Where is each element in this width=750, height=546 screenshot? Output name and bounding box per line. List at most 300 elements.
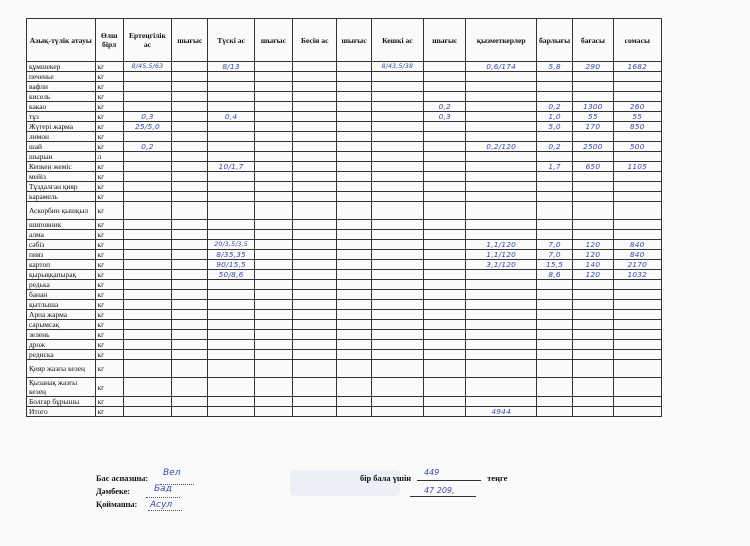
row-dinner-cell (371, 92, 423, 102)
row-dinner-cell (371, 240, 423, 250)
row-unit: кг (95, 112, 123, 122)
row-price-cell (573, 192, 613, 202)
row-sum-cell (613, 92, 661, 102)
row-out3-cell (337, 320, 371, 330)
row-product-name: пияз (27, 250, 96, 260)
row-dinner-cell (371, 112, 423, 122)
row-out1-cell (172, 102, 208, 112)
row-snack-cell (293, 330, 337, 340)
row-price-cell (573, 378, 613, 397)
row-unit: кг (95, 360, 123, 378)
table-row (27, 310, 662, 320)
row-product-name: банан (27, 290, 96, 300)
row-dinner-cell (371, 350, 423, 360)
row-out2-cell (254, 220, 292, 230)
row-out1-cell (172, 182, 208, 192)
row-unit: кг (95, 62, 123, 72)
row-product-name: Қияр жазғы кезең (27, 360, 96, 378)
row-out3-cell (337, 182, 371, 192)
row-total-cell (536, 350, 572, 360)
row-out1-cell (172, 407, 208, 417)
row-breakfast-cell (123, 250, 171, 260)
row-out1-cell (172, 202, 208, 220)
row-snack-cell (293, 152, 337, 162)
row-sum-cell (613, 300, 661, 310)
row-unit: кг (95, 182, 123, 192)
row-staff-cell (466, 112, 537, 122)
row-product-name: тұз (27, 112, 96, 122)
row-unit: кг (95, 407, 123, 417)
row-breakfast-cell (123, 240, 171, 250)
row-price-cell (573, 340, 613, 350)
row-product-name: Итого (27, 407, 96, 417)
row-staff-cell (466, 172, 537, 182)
col-out2: шығыс (254, 19, 292, 62)
row-out4-cell (424, 202, 466, 220)
storekeeper-label: Қоймашы: (96, 500, 138, 509)
row-out3-cell (337, 142, 371, 152)
row-price-cell (573, 290, 613, 300)
row-out2-cell (254, 360, 292, 378)
row-out3-cell (337, 92, 371, 102)
table-row (27, 192, 662, 202)
row-out2-cell (254, 320, 292, 330)
row-price-cell (573, 82, 613, 92)
row-snack-cell (293, 397, 337, 407)
row-out3-cell (337, 280, 371, 290)
row-unit: кг (95, 290, 123, 300)
row-dinner-cell (371, 152, 423, 162)
row-staff-cell (466, 290, 537, 300)
row-breakfast-cell (123, 300, 171, 310)
row-product-name: какао (27, 102, 96, 112)
row-out2-cell (254, 378, 292, 397)
row-lunch-cell (208, 310, 254, 320)
row-product-name: Кепкен жеміс (27, 162, 96, 172)
row-product-name: қырыққапырақ (27, 270, 96, 280)
row-snack-cell (293, 240, 337, 250)
row-breakfast-cell (123, 192, 171, 202)
table-row (27, 340, 662, 350)
row-price-cell (573, 172, 613, 182)
row-product-name: Аскорбин қышқыл (27, 202, 96, 220)
row-price-cell: 55 (573, 112, 613, 122)
row-out4-cell (424, 172, 466, 182)
table-row (27, 350, 662, 360)
row-breakfast-cell (123, 230, 171, 240)
row-breakfast-cell (123, 310, 171, 320)
row-out2-cell (254, 240, 292, 250)
chef-signature-row (96, 474, 148, 483)
row-dinner-cell (371, 220, 423, 230)
row-out2-cell (254, 250, 292, 260)
table-row (27, 330, 662, 340)
row-price-cell (573, 330, 613, 340)
row-sum-cell: 1105 (613, 162, 661, 172)
row-out1-cell (172, 330, 208, 340)
table-row (27, 220, 662, 230)
row-unit: кг (95, 397, 123, 407)
row-dinner-cell (371, 202, 423, 220)
row-out4-cell (424, 182, 466, 192)
row-sum-cell (613, 220, 661, 230)
row-lunch-cell: 90/15,5 (208, 260, 254, 270)
row-out2-cell (254, 397, 292, 407)
row-total-cell: 7,0 (536, 240, 572, 250)
row-out4-cell (424, 340, 466, 350)
row-out4-cell (424, 378, 466, 397)
row-total-cell (536, 360, 572, 378)
row-product-name: вафли (27, 82, 96, 92)
row-out3-cell (337, 192, 371, 202)
row-lunch-cell (208, 220, 254, 230)
col-lunch: Түскі ас (208, 19, 254, 62)
row-out1-cell (172, 230, 208, 240)
row-unit: кг (95, 340, 123, 350)
row-snack-cell (293, 102, 337, 112)
table-row (27, 320, 662, 330)
row-out1-cell (172, 192, 208, 202)
row-unit: кг (95, 280, 123, 290)
row-out1-cell (172, 142, 208, 152)
row-out1-cell (172, 220, 208, 230)
col-out1: шығыс (172, 19, 208, 62)
row-out2-cell (254, 407, 292, 417)
row-out2-cell (254, 62, 292, 72)
row-total-cell: 5,0 (536, 122, 572, 132)
row-out1-cell (172, 92, 208, 102)
row-out2-cell (254, 182, 292, 192)
row-out3-cell (337, 220, 371, 230)
row-dinner-cell (371, 320, 423, 330)
row-product-name: Арпа жарма (27, 310, 96, 320)
row-out2-cell (254, 330, 292, 340)
row-out3-cell (337, 340, 371, 350)
row-staff-cell (466, 300, 537, 310)
table-row (27, 82, 662, 92)
row-staff-cell (466, 102, 537, 112)
row-out4-cell (424, 92, 466, 102)
row-lunch-cell (208, 280, 254, 290)
row-product-name: шиповник (27, 220, 96, 230)
row-snack-cell (293, 92, 337, 102)
row-sum-cell (613, 182, 661, 192)
row-staff-cell (466, 72, 537, 82)
row-out2-cell (254, 122, 292, 132)
row-unit: кг (95, 102, 123, 112)
per-child-label: бір бала үшін (360, 474, 412, 483)
row-out3-cell (337, 62, 371, 72)
row-out2-cell (254, 340, 292, 350)
row-lunch-cell (208, 290, 254, 300)
row-product-name: редька (27, 280, 96, 290)
row-product-name: Тұздалған қияр (27, 182, 96, 192)
row-product-name: сарымсақ (27, 320, 96, 330)
row-product-name: құмшекер (27, 62, 96, 72)
row-unit: кг (95, 192, 123, 202)
row-lunch-cell (208, 360, 254, 378)
row-out4-cell (424, 220, 466, 230)
row-snack-cell (293, 378, 337, 397)
row-price-cell: 120 (573, 270, 613, 280)
row-out3-cell (337, 102, 371, 112)
row-out1-cell (172, 378, 208, 397)
row-breakfast-cell (123, 320, 171, 330)
row-breakfast-cell (123, 220, 171, 230)
row-price-cell (573, 320, 613, 330)
row-dinner-cell (371, 300, 423, 310)
row-out3-cell (337, 162, 371, 172)
row-sum-cell (613, 310, 661, 320)
row-out2-cell (254, 192, 292, 202)
row-product-name: алма (27, 230, 96, 240)
row-staff-cell (466, 82, 537, 92)
cook-label: Дәмбеке: (96, 487, 131, 496)
row-staff-cell: 3,1/120 (466, 260, 537, 270)
row-product-name: Болгар бұрышы (27, 397, 96, 407)
row-snack-cell (293, 162, 337, 172)
row-sum-cell: 2170 (613, 260, 661, 270)
row-out4-cell (424, 407, 466, 417)
row-out2-cell (254, 270, 292, 280)
row-out2-cell (254, 172, 292, 182)
table-row (27, 260, 662, 270)
table-row (27, 72, 662, 82)
row-snack-cell (293, 290, 337, 300)
row-lunch-cell: 50/8,6 (208, 270, 254, 280)
row-lunch-cell (208, 350, 254, 360)
row-price-cell: 290 (573, 62, 613, 72)
cook-signature-row (96, 487, 130, 496)
row-out1-cell (172, 260, 208, 270)
row-out1-cell (172, 360, 208, 378)
row-out1-cell (172, 82, 208, 92)
row-lunch-cell: 20/3,5/3,5 (208, 240, 254, 250)
row-lunch-cell (208, 172, 254, 182)
table-row (27, 230, 662, 240)
row-lunch-cell (208, 407, 254, 417)
row-out2-cell (254, 72, 292, 82)
table-row (27, 62, 662, 72)
table-row (27, 360, 662, 378)
row-staff-cell (466, 310, 537, 320)
row-out1-cell (172, 280, 208, 290)
row-lunch-cell (208, 132, 254, 142)
row-snack-cell (293, 407, 337, 417)
row-snack-cell (293, 132, 337, 142)
table-row (27, 397, 662, 407)
row-total-cell (536, 202, 572, 220)
row-staff-cell (466, 202, 537, 220)
row-out1-cell (172, 72, 208, 82)
row-snack-cell (293, 142, 337, 152)
table-body (27, 62, 662, 417)
row-unit: кг (95, 172, 123, 182)
row-breakfast-cell (123, 72, 171, 82)
row-total-cell: 7,0 (536, 250, 572, 260)
storekeeper-sign-line (148, 510, 182, 511)
table-row (27, 132, 662, 142)
row-total-cell: 0,2 (536, 102, 572, 112)
row-snack-cell (293, 112, 337, 122)
row-sum-cell: 500 (613, 142, 661, 152)
row-unit: кг (95, 72, 123, 82)
row-dinner-cell (371, 82, 423, 92)
col-breakfast: Ертеңгілік ас (123, 19, 171, 62)
row-total-cell (536, 340, 572, 350)
row-snack-cell (293, 202, 337, 220)
row-total-cell (536, 172, 572, 182)
row-breakfast-cell: 8/45,5/63 (123, 62, 171, 72)
row-out1-cell (172, 162, 208, 172)
row-snack-cell (293, 122, 337, 132)
row-price-cell (573, 220, 613, 230)
row-out3-cell (337, 378, 371, 397)
row-out2-cell (254, 310, 292, 320)
row-breakfast-cell (123, 92, 171, 102)
row-total-cell: 5,8 (536, 62, 572, 72)
row-dinner-cell (371, 397, 423, 407)
row-staff-cell: 0,6/174 (466, 62, 537, 72)
row-total-cell (536, 132, 572, 142)
table-row (27, 182, 662, 192)
row-snack-cell (293, 320, 337, 330)
row-out3-cell (337, 360, 371, 378)
row-out4-cell (424, 250, 466, 260)
row-out4-cell (424, 152, 466, 162)
row-price-cell (573, 310, 613, 320)
row-dinner-cell (371, 407, 423, 417)
row-breakfast-cell (123, 280, 171, 290)
row-out4-cell (424, 260, 466, 270)
row-product-name: шырын (27, 152, 96, 162)
row-staff-cell (466, 280, 537, 290)
row-lunch-cell (208, 230, 254, 240)
col-product: Азық-түлік атауы (27, 19, 96, 62)
row-out4-cell (424, 142, 466, 152)
row-total-cell (536, 192, 572, 202)
row-out3-cell (337, 240, 371, 250)
row-sum-cell (613, 152, 661, 162)
row-staff-cell: 1,1/120 (466, 250, 537, 260)
col-dinner: Кешкі ас (371, 19, 423, 62)
cook-signature: Бад (154, 484, 172, 494)
row-out4-cell (424, 72, 466, 82)
row-out2-cell (254, 280, 292, 290)
chef-label: Бас аспазшы: (96, 474, 149, 483)
row-dinner-cell (371, 102, 423, 112)
row-product-name: кисель (27, 92, 96, 102)
row-unit: кг (95, 202, 123, 220)
row-sum-cell (613, 340, 661, 350)
col-out4: шығыс (424, 19, 466, 62)
row-staff-cell (466, 320, 537, 330)
row-dinner-cell (371, 280, 423, 290)
row-out3-cell (337, 112, 371, 122)
row-product-name: дрож (27, 340, 96, 350)
row-lunch-cell (208, 378, 254, 397)
row-sum-cell (613, 82, 661, 92)
row-snack-cell (293, 350, 337, 360)
row-out2-cell (254, 82, 292, 92)
row-breakfast-cell (123, 162, 171, 172)
row-price-cell (573, 152, 613, 162)
row-price-cell (573, 230, 613, 240)
row-staff-cell (466, 122, 537, 132)
storekeeper-signature: Асул (150, 500, 173, 510)
row-price-cell (573, 397, 613, 407)
row-out3-cell (337, 270, 371, 280)
row-out2-cell (254, 152, 292, 162)
row-total-cell (536, 92, 572, 102)
row-out2-cell (254, 260, 292, 270)
row-dinner-cell (371, 172, 423, 182)
row-out4-cell (424, 230, 466, 240)
row-price-cell (573, 350, 613, 360)
row-out1-cell (172, 112, 208, 122)
row-dinner-cell (371, 378, 423, 397)
row-out3-cell (337, 152, 371, 162)
row-staff-cell (466, 182, 537, 192)
row-price-cell: 120 (573, 250, 613, 260)
row-out1-cell (172, 270, 208, 280)
row-price-cell: 140 (573, 260, 613, 270)
row-lunch-cell (208, 152, 254, 162)
row-out1-cell (172, 122, 208, 132)
row-sum-cell (613, 350, 661, 360)
row-snack-cell (293, 360, 337, 378)
row-dinner-cell (371, 230, 423, 240)
row-out1-cell (172, 340, 208, 350)
row-staff-cell (466, 152, 537, 162)
row-staff-cell: 1,1/120 (466, 240, 537, 250)
col-sum: сомасы (613, 19, 661, 62)
row-dinner-cell (371, 132, 423, 142)
row-product-name: редиска (27, 350, 96, 360)
row-product-name: печенье (27, 72, 96, 82)
row-staff-cell (466, 340, 537, 350)
row-staff-cell (466, 230, 537, 240)
table-row (27, 92, 662, 102)
row-product-name: қытлыша (27, 300, 96, 310)
row-unit: л (95, 152, 123, 162)
row-out3-cell (337, 82, 371, 92)
row-staff-cell (466, 350, 537, 360)
row-dinner-cell (371, 122, 423, 132)
row-breakfast-cell (123, 102, 171, 112)
row-price-cell: 120 (573, 240, 613, 250)
row-dinner-cell (371, 182, 423, 192)
row-out1-cell (172, 300, 208, 310)
row-dinner-cell (371, 192, 423, 202)
row-sum-cell (613, 378, 661, 397)
row-breakfast-cell (123, 182, 171, 192)
row-snack-cell (293, 62, 337, 72)
row-sum-cell (613, 230, 661, 240)
row-staff-cell (466, 132, 537, 142)
row-total-cell (536, 72, 572, 82)
row-price-cell (573, 92, 613, 102)
row-breakfast-cell (123, 82, 171, 92)
row-unit: кг (95, 310, 123, 320)
row-breakfast-cell: 0,2 (123, 142, 171, 152)
row-price-cell (573, 182, 613, 192)
row-snack-cell (293, 280, 337, 290)
row-out3-cell (337, 132, 371, 142)
table-row (27, 102, 662, 112)
row-staff-cell: 4944 (466, 407, 537, 417)
row-sum-cell (613, 320, 661, 330)
